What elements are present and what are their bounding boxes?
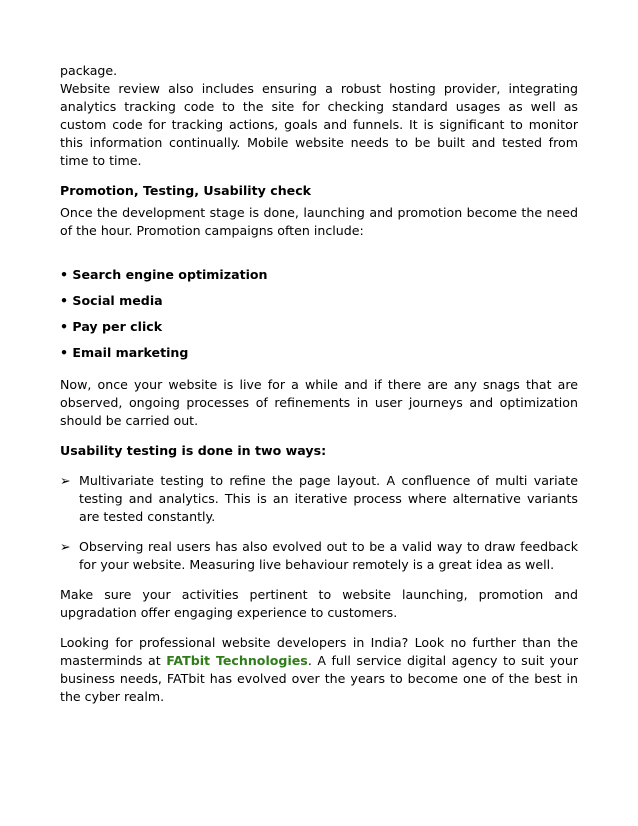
arrow-item-text: Multivariate testing to refine the page layout. A confluence of multi variate testing and analytics. This is an iterative process where alternative variants are tested constantly.	[79, 473, 578, 524]
arrow-list-item	[60, 538, 578, 574]
arrow-item-text: Observing real users has also evolved out to be a valid way to draw feedback for your website. Measuring live behaviour remotely is a great idea as well.	[79, 539, 578, 572]
document-page	[60, 62, 578, 706]
promotion-heading: Promotion, Testing, Usability check	[60, 183, 312, 198]
refinement-paragraph: Now, once your website is live for a while and if there are any snags that are observed, ongoing processes of refinements in user journeys and optimization should be carried out.	[60, 377, 578, 428]
usability-heading: Usability testing is done in two ways:	[60, 443, 327, 458]
arrow-list-item	[60, 472, 578, 526]
bullet-item: • Pay per click	[60, 319, 163, 334]
bullet-item: • Search engine optimization	[60, 267, 268, 282]
bullet-item: • Social media	[60, 293, 163, 308]
bullet-item: • Email marketing	[60, 345, 189, 360]
intro-fragment: package.	[60, 63, 118, 78]
arrow-bullet-icon: ➢	[60, 539, 71, 554]
website-review-paragraph: Website review also includes ensuring a robust hosting provider, integrating analytics tracking code to the site for checking standard usages as well as custom code for tracking actions, goals and funnels. It is significant to monitor this information continually. Mobile website needs to be built and tested from time to time.	[60, 81, 578, 168]
closing-paragraph	[60, 634, 578, 706]
arrow-bullet-icon: ➢	[60, 473, 71, 488]
closing-text-after: . A full service digital agency to suit your business needs, FATbit has evolved over the years to become one of the best in the cyber realm.	[60, 653, 578, 704]
make-sure-paragraph: Make sure your activities pertinent to website launching, promotion and upgradation offer engaging experience to customers.	[60, 587, 578, 620]
promotion-intro-paragraph: Once the development stage is done, launching and promotion become the need of the hour. Promotion campaigns often include:	[60, 205, 578, 238]
closing-text-before: Looking for professional website developers in India? Look no further than the masterminds at	[60, 635, 578, 668]
fatbit-link[interactable]: FATbit Technologies	[166, 653, 308, 668]
promotion-bullet-list	[60, 266, 578, 362]
